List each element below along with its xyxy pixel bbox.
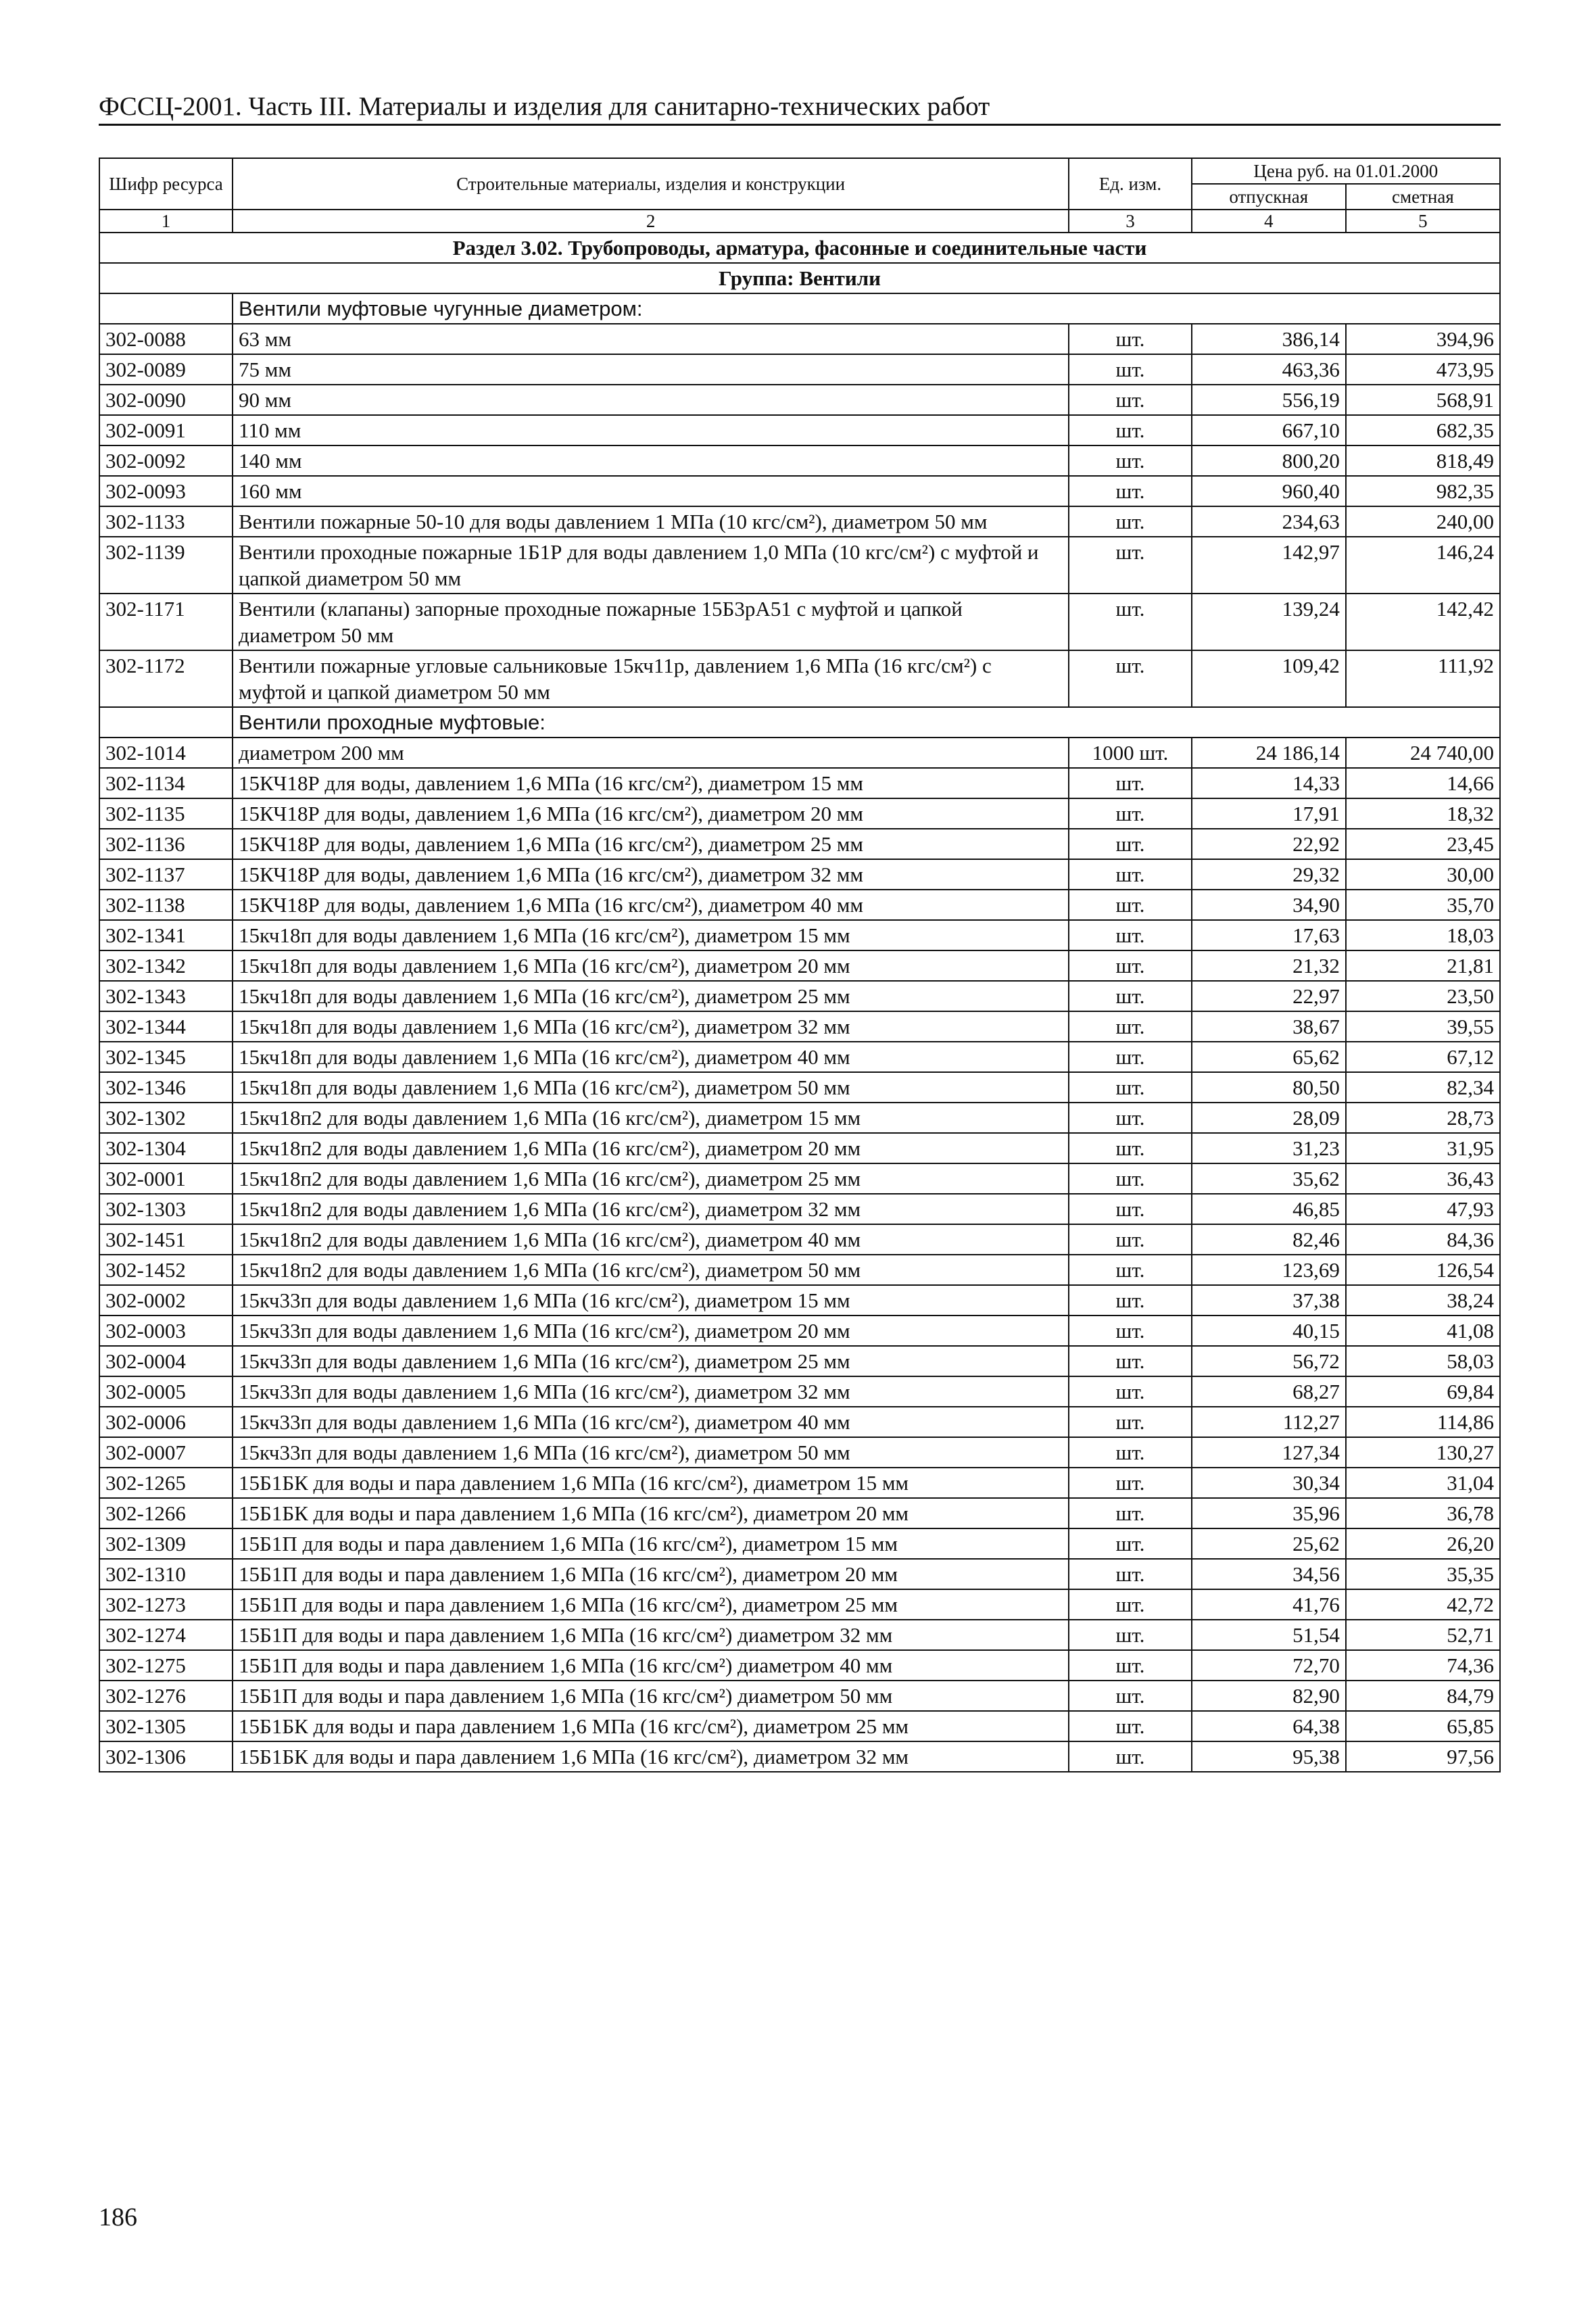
row-price-release: 82,90 [1192,1681,1346,1711]
table-row [99,1528,1500,1559]
row-price-estimate: 568,91 [1346,385,1500,415]
table-row [99,1224,1500,1255]
row-name: 15кч18п для воды давлением 1,6 МПа (16 кгс/см²), диаметром 50 мм [233,1072,1069,1103]
table-row [99,1285,1500,1316]
row-price-release: 234,63 [1192,506,1346,537]
row-name: 15Б1П для воды и пара давлением 1,6 МПа (16 кгс/см²), диаметром 20 мм [233,1559,1069,1589]
row-name: 15Б1П для воды и пара давлением 1,6 МПа (16 кгс/см²), диаметром 25 мм [233,1589,1069,1620]
row-name: 15кч18п2 для воды давлением 1,6 МПа (16 кгс/см²), диаметром 40 мм [233,1224,1069,1255]
row-code: 302-0004 [99,1346,233,1376]
row-price-estimate: 39,55 [1346,1011,1500,1042]
row-unit: шт. [1069,650,1191,707]
row-unit: шт. [1069,1346,1191,1376]
row-unit: шт. [1069,445,1191,476]
table-row [99,650,1500,707]
row-unit: шт. [1069,1376,1191,1407]
row-price-estimate: 24 740,00 [1346,738,1500,768]
row-code: 302-1304 [99,1133,233,1163]
row-unit: шт. [1069,1711,1191,1741]
row-unit: шт. [1069,506,1191,537]
table-row [99,476,1500,506]
table-row [99,1194,1500,1224]
table-row [99,1042,1500,1072]
row-name: 15КЧ18Р для воды, давлением 1,6 МПа (16 кгс/см²), диаметром 32 мм [233,859,1069,890]
row-code: 302-1345 [99,1042,233,1072]
table-row [99,415,1500,445]
col-price-estimate-header: сметная [1346,184,1500,210]
table-row [99,1620,1500,1650]
row-code: 302-1014 [99,738,233,768]
row-price-release: 41,76 [1192,1589,1346,1620]
row-name: 90 мм [233,385,1069,415]
row-code: 302-1139 [99,537,233,594]
row-code: 302-1133 [99,506,233,537]
table-body [99,233,1500,1772]
row-unit: шт. [1069,920,1191,950]
row-name: 15КЧ18Р для воды, давлением 1,6 МПа (16 кгс/см²), диаметром 15 мм [233,768,1069,798]
row-price-release: 30,34 [1192,1468,1346,1498]
table-row [99,1498,1500,1528]
row-price-estimate: 473,95 [1346,354,1500,385]
row-unit: шт. [1069,385,1191,415]
row-unit: шт. [1069,1437,1191,1468]
row-code: 302-1310 [99,1559,233,1589]
row-price-release: 37,38 [1192,1285,1346,1316]
col-number-3: 3 [1069,210,1191,233]
col-number-1: 1 [99,210,233,233]
col-number-4: 4 [1192,210,1346,233]
row-code: 302-1302 [99,1103,233,1133]
row-price-release: 28,09 [1192,1103,1346,1133]
row-name: 15кч18п для воды давлением 1,6 МПа (16 кгс/см²), диаметром 25 мм [233,981,1069,1011]
row-price-release: 22,92 [1192,829,1346,859]
row-unit: шт. [1069,324,1191,354]
row-code: 302-1344 [99,1011,233,1042]
row-price-release: 38,67 [1192,1011,1346,1042]
row-code: 302-1134 [99,768,233,798]
row-price-release: 556,19 [1192,385,1346,415]
row-unit: шт. [1069,798,1191,829]
row-price-release: 14,33 [1192,768,1346,798]
row-unit: шт. [1069,1133,1191,1163]
col-number-2: 2 [233,210,1069,233]
row-unit: шт. [1069,950,1191,981]
table-row [99,1437,1500,1468]
row-price-estimate: 42,72 [1346,1589,1500,1620]
row-price-release: 35,62 [1192,1163,1346,1194]
row-name: 140 мм [233,445,1069,476]
table-header [99,158,1500,233]
row-code: 302-1343 [99,981,233,1011]
row-price-estimate: 14,66 [1346,768,1500,798]
row-code: 302-0001 [99,1163,233,1194]
row-price-release: 667,10 [1192,415,1346,445]
row-unit: шт. [1069,1316,1191,1346]
table-row [99,1163,1500,1194]
row-price-estimate: 28,73 [1346,1103,1500,1133]
col-unit-header: Ед. изм. [1069,158,1191,210]
row-unit: шт. [1069,1194,1191,1224]
row-price-release: 800,20 [1192,445,1346,476]
table-row [99,859,1500,890]
row-price-estimate: 30,00 [1346,859,1500,890]
row-name: 110 мм [233,415,1069,445]
row-price-release: 21,32 [1192,950,1346,981]
row-code: 302-1273 [99,1589,233,1620]
row-price-release: 17,91 [1192,798,1346,829]
row-price-estimate: 41,08 [1346,1316,1500,1346]
row-name: 15кч33п для воды давлением 1,6 МПа (16 кгс/см²), диаметром 32 мм [233,1376,1069,1407]
table-row [99,950,1500,981]
price-table [99,158,1501,1772]
row-price-estimate: 111,92 [1346,650,1500,707]
row-unit: шт. [1069,1468,1191,1498]
row-unit: шт. [1069,1620,1191,1650]
row-code: 302-1305 [99,1711,233,1741]
table-row [99,829,1500,859]
row-price-release: 17,63 [1192,920,1346,950]
row-price-estimate: 35,35 [1346,1559,1500,1589]
row-price-estimate: 126,54 [1346,1255,1500,1285]
row-price-estimate: 35,70 [1346,890,1500,920]
row-price-estimate: 682,35 [1346,415,1500,445]
row-unit: шт. [1069,1072,1191,1103]
row-price-estimate: 818,49 [1346,445,1500,476]
table-row [99,1255,1500,1285]
header-rule [99,124,1501,126]
table-row [99,1376,1500,1407]
row-name: Вентили (клапаны) запорные проходные пожарные 15Б3рА51 с муфтой и цапкой диаметром 50 мм [233,594,1069,650]
row-code: 302-1452 [99,1255,233,1285]
row-price-release: 123,69 [1192,1255,1346,1285]
row-price-release: 80,50 [1192,1072,1346,1103]
row-name: 15КЧ18Р для воды, давлением 1,6 МПа (16 кгс/см²), диаметром 20 мм [233,798,1069,829]
table-row [99,1681,1500,1711]
row-code: 302-0089 [99,354,233,385]
row-unit: шт. [1069,415,1191,445]
row-name: 160 мм [233,476,1069,506]
row-name: 15кч18п2 для воды давлением 1,6 МПа (16 кгс/см²), диаметром 25 мм [233,1163,1069,1194]
row-price-release: 82,46 [1192,1224,1346,1255]
subhead-first: Вентили муфтовые чугунные диаметром: [233,293,1500,324]
row-price-estimate: 58,03 [1346,1346,1500,1376]
row-name: 15кч18п для воды давлением 1,6 МПа (16 кгс/см²), диаметром 20 мм [233,950,1069,981]
row-name: Вентили пожарные 50-10 для воды давлением 1 МПа (10 кгс/см²), диаметром 50 мм [233,506,1069,537]
section-title: Раздел 3.02. Трубопроводы, арматура, фасонные и соединительные части [99,233,1500,263]
row-price-release: 139,24 [1192,594,1346,650]
row-code: 302-1135 [99,798,233,829]
row-name: 15Б1П для воды и пара давлением 1,6 МПа (16 кгс/см²), диаметром 15 мм [233,1528,1069,1559]
row-price-estimate: 97,56 [1346,1741,1500,1772]
row-code: 302-0006 [99,1407,233,1437]
table-row [99,1011,1500,1042]
row-price-estimate: 84,79 [1346,1681,1500,1711]
row-code: 302-0002 [99,1285,233,1316]
row-price-estimate: 18,03 [1346,920,1500,950]
subhead-second: Вентили проходные муфтовые: [233,707,1500,738]
row-code: 302-1172 [99,650,233,707]
row-name: 63 мм [233,324,1069,354]
row-price-estimate: 31,95 [1346,1133,1500,1163]
row-price-estimate: 114,86 [1346,1407,1500,1437]
row-price-estimate: 31,04 [1346,1468,1500,1498]
row-name: 15кч18п2 для воды давлением 1,6 МПа (16 кгс/см²), диаметром 20 мм [233,1133,1069,1163]
row-price-release: 34,56 [1192,1559,1346,1589]
row-code: 302-1341 [99,920,233,950]
row-price-estimate: 23,50 [1346,981,1500,1011]
row-name: 15КЧ18Р для воды, давлением 1,6 МПа (16 кгс/см²), диаметром 40 мм [233,890,1069,920]
table-row [99,594,1500,650]
row-unit: шт. [1069,537,1191,594]
row-unit: шт. [1069,890,1191,920]
table-row [99,1741,1500,1772]
row-price-release: 64,38 [1192,1711,1346,1741]
row-unit: шт. [1069,476,1191,506]
row-price-estimate: 394,96 [1346,324,1500,354]
subhead-code-cell [99,293,233,324]
row-name: диаметром 200 мм [233,738,1069,768]
row-name: 15Б1П для воды и пара давлением 1,6 МПа (16 кгс/см²) диаметром 50 мм [233,1681,1069,1711]
row-name: 15КЧ18Р для воды, давлением 1,6 МПа (16 кгс/см²), диаметром 25 мм [233,829,1069,859]
row-price-release: 31,23 [1192,1133,1346,1163]
row-price-release: 51,54 [1192,1620,1346,1650]
row-name: 15Б1БК для воды и пара давлением 1,6 МПа (16 кгс/см²), диаметром 15 мм [233,1468,1069,1498]
row-price-estimate: 36,78 [1346,1498,1500,1528]
row-price-release: 24 186,14 [1192,738,1346,768]
page-number: 186 [99,2203,137,2231]
row-price-estimate: 69,84 [1346,1376,1500,1407]
row-price-release: 29,32 [1192,859,1346,890]
row-price-estimate: 130,27 [1346,1437,1500,1468]
table-row [99,1346,1500,1376]
col-name-header: Строительные материалы, изделия и конструкции [233,158,1069,210]
row-code: 302-1303 [99,1194,233,1224]
row-price-release: 960,40 [1192,476,1346,506]
row-price-release: 40,15 [1192,1316,1346,1346]
col-price-release-header: отпускная [1192,184,1346,210]
row-price-release: 142,97 [1192,537,1346,594]
row-code: 302-1171 [99,594,233,650]
row-code: 302-1137 [99,859,233,890]
row-code: 302-1138 [99,890,233,920]
row-name: 15кч33п для воды давлением 1,6 МПа (16 кгс/см²), диаметром 40 мм [233,1407,1069,1437]
row-name: 15кч18п2 для воды давлением 1,6 МПа (16 кгс/см²), диаметром 32 мм [233,1194,1069,1224]
row-price-estimate: 18,32 [1346,798,1500,829]
row-code: 302-0088 [99,324,233,354]
row-name: 15Б1БК для воды и пара давлением 1,6 МПа (16 кгс/см²), диаметром 25 мм [233,1711,1069,1741]
row-price-release: 72,70 [1192,1650,1346,1681]
row-unit: шт. [1069,1407,1191,1437]
row-unit: шт. [1069,859,1191,890]
row-price-estimate: 36,43 [1346,1163,1500,1194]
table-row [99,1650,1500,1681]
row-price-estimate: 21,81 [1346,950,1500,981]
row-price-estimate: 65,85 [1346,1711,1500,1741]
row-unit: шт. [1069,981,1191,1011]
row-unit: шт. [1069,1650,1191,1681]
row-code: 302-0091 [99,415,233,445]
table-row [99,920,1500,950]
row-price-estimate: 146,24 [1346,537,1500,594]
table-row [99,1589,1500,1620]
row-price-release: 65,62 [1192,1042,1346,1072]
table-row [99,738,1500,768]
col-code-header: Шифр ресурса [99,158,233,210]
row-price-release: 25,62 [1192,1528,1346,1559]
row-unit: шт. [1069,1589,1191,1620]
table-row [99,768,1500,798]
row-code: 302-1266 [99,1498,233,1528]
row-price-release: 95,38 [1192,1741,1346,1772]
row-code: 302-1274 [99,1620,233,1650]
row-price-estimate: 84,36 [1346,1224,1500,1255]
table-row [99,1407,1500,1437]
row-name: 15кч33п для воды давлением 1,6 МПа (16 кгс/см²), диаметром 15 мм [233,1285,1069,1316]
row-code: 302-1346 [99,1072,233,1103]
row-name: 15Б1П для воды и пара давлением 1,6 МПа (16 кгс/см²) диаметром 32 мм [233,1620,1069,1650]
row-name: Вентили пожарные угловые сальниковые 15кч11р, давлением 1,6 МПа (16 кгс/см²) с муфтой и цапкой диаметром 50 мм [233,650,1069,707]
table-row [99,506,1500,537]
row-price-estimate: 82,34 [1346,1072,1500,1103]
row-name: 15Б1БК для воды и пара давлением 1,6 МПа (16 кгс/см²), диаметром 20 мм [233,1498,1069,1528]
row-price-estimate: 240,00 [1346,506,1500,537]
row-unit: шт. [1069,1498,1191,1528]
row-code: 302-0007 [99,1437,233,1468]
table-row [99,1316,1500,1346]
row-name: 15кч18п2 для воды давлением 1,6 МПа (16 кгс/см²), диаметром 50 мм [233,1255,1069,1285]
row-name: 15кч18п для воды давлением 1,6 МПа (16 кгс/см²), диаметром 32 мм [233,1011,1069,1042]
row-price-estimate: 23,45 [1346,829,1500,859]
row-price-release: 46,85 [1192,1194,1346,1224]
row-unit: 1000 шт. [1069,738,1191,768]
row-unit: шт. [1069,594,1191,650]
row-unit: шт. [1069,1528,1191,1559]
row-name: 15кч33п для воды давлением 1,6 МПа (16 кгс/см²), диаметром 20 мм [233,1316,1069,1346]
row-code: 302-0005 [99,1376,233,1407]
row-name: 15кч18п для воды давлением 1,6 МПа (16 кгс/см²), диаметром 40 мм [233,1042,1069,1072]
row-code: 302-1275 [99,1650,233,1681]
row-unit: шт. [1069,1559,1191,1589]
page-header-title: ФССЦ-2001. Часть III. Материалы и изделия для санитарно-технических работ [99,92,990,121]
row-price-release: 68,27 [1192,1376,1346,1407]
row-unit: шт. [1069,768,1191,798]
col-price-group-header: Цена руб. на 01.01.2000 [1192,158,1500,184]
table-row [99,981,1500,1011]
table-row [99,1133,1500,1163]
row-name: 15кч18п2 для воды давлением 1,6 МПа (16 кгс/см²), диаметром 15 мм [233,1103,1069,1133]
row-unit: шт. [1069,1255,1191,1285]
table-row [99,1468,1500,1498]
row-name: 15Б1П для воды и пара давлением 1,6 МПа (16 кгс/см²) диаметром 40 мм [233,1650,1069,1681]
table-row [99,1559,1500,1589]
row-unit: шт. [1069,354,1191,385]
table-row [99,537,1500,594]
row-code: 302-1342 [99,950,233,981]
row-code: 302-1265 [99,1468,233,1498]
row-name: 75 мм [233,354,1069,385]
table-row [99,445,1500,476]
row-code: 302-0092 [99,445,233,476]
row-price-release: 127,34 [1192,1437,1346,1468]
row-price-estimate: 74,36 [1346,1650,1500,1681]
table-row [99,324,1500,354]
subhead-code-cell [99,707,233,738]
row-unit: шт. [1069,1285,1191,1316]
row-price-release: 56,72 [1192,1346,1346,1376]
table-row [99,798,1500,829]
row-price-release: 112,27 [1192,1407,1346,1437]
table-row [99,1072,1500,1103]
row-name: Вентили проходные пожарные 1Б1Р для воды давлением 1,0 МПа (10 кгс/см²) с муфтой и цапкой диаметром 50 мм [233,537,1069,594]
row-price-release: 34,90 [1192,890,1346,920]
row-price-estimate: 67,12 [1346,1042,1500,1072]
row-code: 302-1309 [99,1528,233,1559]
row-code: 302-0090 [99,385,233,415]
row-unit: шт. [1069,829,1191,859]
row-price-release: 22,97 [1192,981,1346,1011]
row-name: 15кч33п для воды давлением 1,6 МПа (16 кгс/см²), диаметром 25 мм [233,1346,1069,1376]
row-price-estimate: 26,20 [1346,1528,1500,1559]
row-unit: шт. [1069,1103,1191,1133]
table-row [99,1711,1500,1741]
row-price-estimate: 47,93 [1346,1194,1500,1224]
row-code: 302-1306 [99,1741,233,1772]
table-row [99,1103,1500,1133]
row-price-estimate: 38,24 [1346,1285,1500,1316]
row-price-release: 109,42 [1192,650,1346,707]
row-unit: шт. [1069,1681,1191,1711]
row-price-release: 463,36 [1192,354,1346,385]
row-price-estimate: 982,35 [1346,476,1500,506]
row-code: 302-1136 [99,829,233,859]
row-name: 15кч18п для воды давлением 1,6 МПа (16 кгс/см²), диаметром 15 мм [233,920,1069,950]
row-unit: шт. [1069,1042,1191,1072]
row-price-release: 386,14 [1192,324,1346,354]
row-code: 302-0003 [99,1316,233,1346]
row-price-release: 35,96 [1192,1498,1346,1528]
col-number-5: 5 [1346,210,1500,233]
row-unit: шт. [1069,1011,1191,1042]
table-row [99,385,1500,415]
table-row [99,354,1500,385]
row-price-estimate: 52,71 [1346,1620,1500,1650]
row-name: 15кч33п для воды давлением 1,6 МПа (16 кгс/см²), диаметром 50 мм [233,1437,1069,1468]
row-code: 302-1451 [99,1224,233,1255]
row-unit: шт. [1069,1163,1191,1194]
row-name: 15Б1БК для воды и пара давлением 1,6 МПа (16 кгс/см²), диаметром 32 мм [233,1741,1069,1772]
group-title: Группа: Вентили [99,263,1500,293]
row-code: 302-1276 [99,1681,233,1711]
row-unit: шт. [1069,1224,1191,1255]
row-unit: шт. [1069,1741,1191,1772]
row-code: 302-0093 [99,476,233,506]
table-row [99,890,1500,920]
row-price-estimate: 142,42 [1346,594,1500,650]
